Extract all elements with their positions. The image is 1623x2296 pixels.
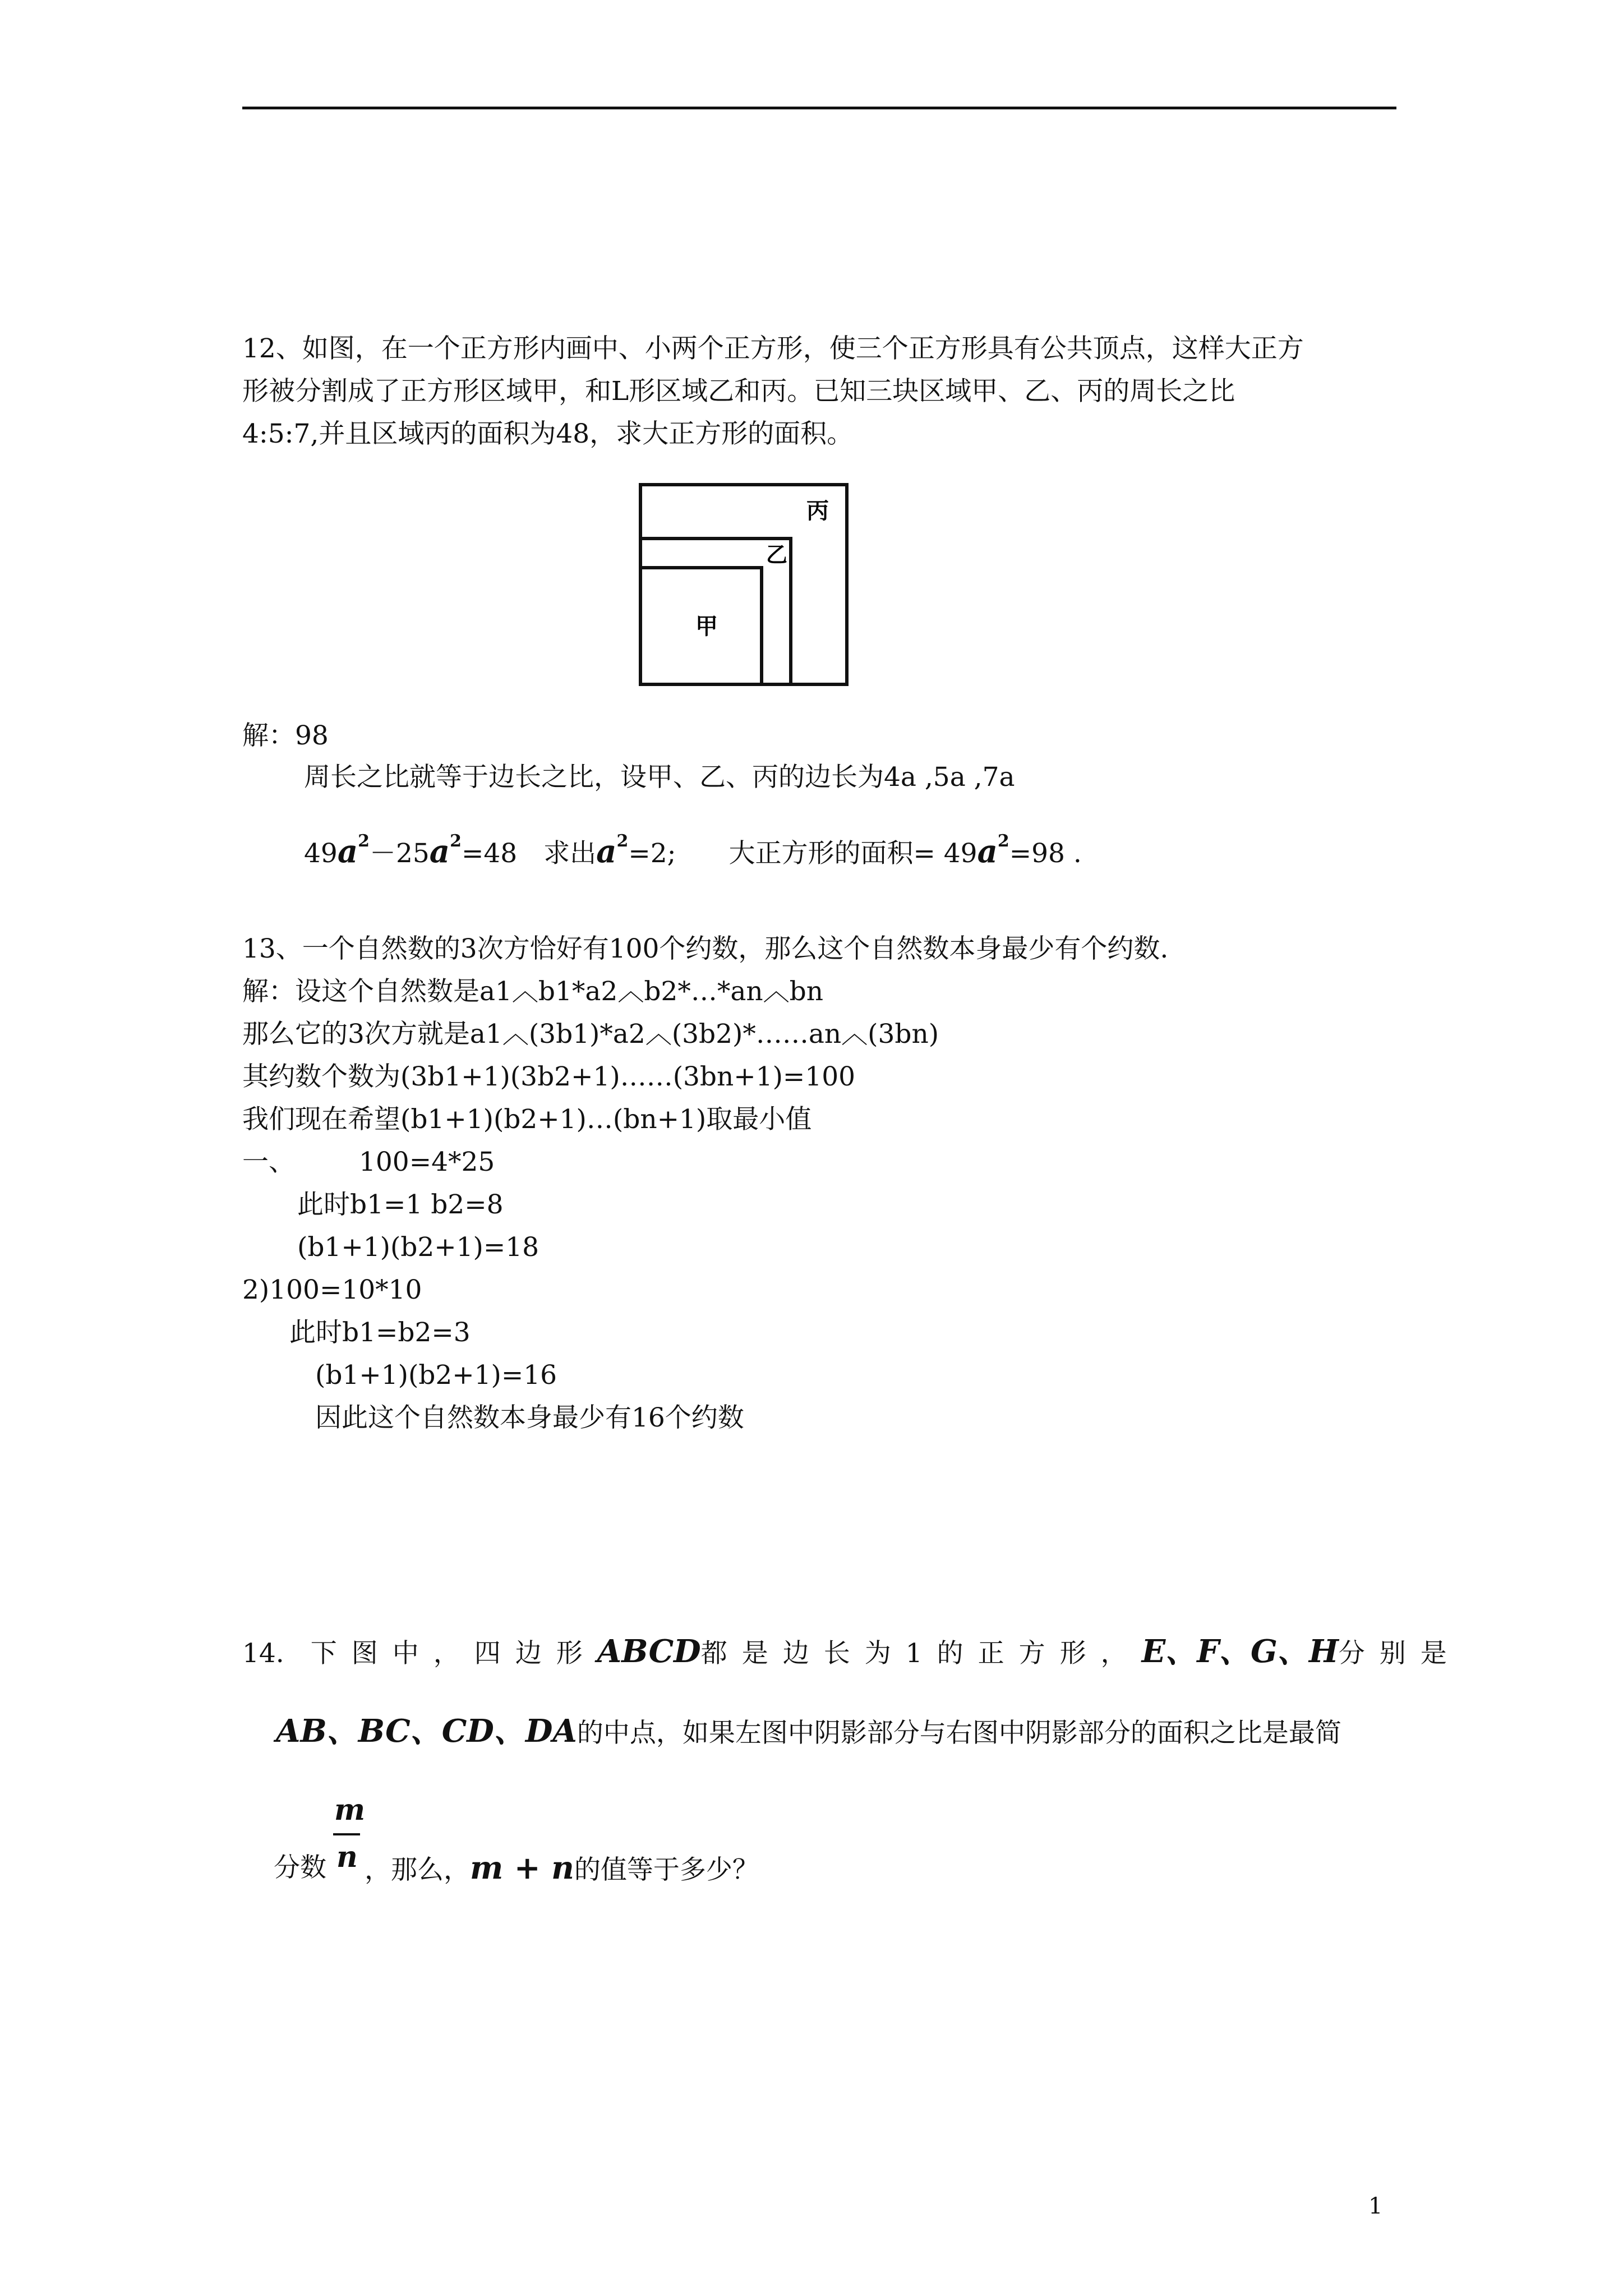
problem14-line3 [365,1851,759,1887]
problem12-answer: 解：98 [242,720,329,751]
problem14-number: 14. [242,1638,284,1669]
problem14-text5c: 的值等于多少？ [574,1855,759,1885]
problem13-line10: 此时b1=b2=3 [289,1317,471,1348]
points-efgh: E、F、G、H [1141,1633,1339,1670]
problem13-line1: 13、一个自然数的3次方恰好有100个约数，那么这个自然数本身最少有个约数. [242,933,1169,964]
problem13-line6: 100=4*25 [359,1147,495,1177]
var-a: a [429,833,450,870]
label-bing: 丙 [806,498,829,524]
problem13-line8: (b1+1)(b2+1)=18 [297,1232,540,1263]
problem13-line5: 我们现在希望(b1+1)(b2+1)…(bn+1)取最小值 [242,1104,812,1135]
problem12-line2: 形被分割成了正方形区域甲，和L形区域乙和丙。已知三块区域甲、乙、丙的周长之比 [242,376,1235,407]
problem14-text5b: ，那么， [365,1855,470,1885]
page-number: 1 [1368,2193,1383,2219]
problem12-solution2 [304,825,1082,871]
problem13-line9: 2)100=10*10 [242,1274,422,1305]
problem13-line12: 因此这个自然数本身最少有16个约数 [315,1402,744,1433]
problem14-text3: 分别是 [1338,1638,1461,1669]
m-plus-n: m + n [470,1849,574,1887]
fraction-numerator: m [334,1793,366,1827]
nested-squares-figure [634,478,858,691]
exponent: 2 [450,831,462,851]
problem12-line1: 12、如图，在一个正方形内画中、小两个正方形，使三个正方形具有公共顶点，这样大正方 [242,333,1304,364]
problem14-text2: 都是边长为1的正方形， [700,1638,1142,1669]
header-rule [242,107,1396,109]
quad-abcd: ABCD [597,1633,701,1670]
fraction-denominator: n [336,1840,358,1874]
problem14-line2 [276,1714,1341,1750]
fraction-bar [333,1833,360,1835]
problem14-text5a: 分数 [274,1852,326,1883]
sol2-part1: 49 [304,838,338,869]
sol2-part5: =98 . [1009,838,1082,869]
label-jia: 甲 [695,614,718,639]
sides-list: AB、BC、CD、DA [276,1713,577,1750]
sol2-part4: =2; 大正方形的面积= 49 [628,838,978,869]
problem12-line3: 4:5:7,并且区域丙的面积为48，求大正方形的面积。 [242,418,854,449]
problem14-text4: 的中点，如果左图中阴影部分与右图中阴影部分的面积之比是最简 [577,1718,1341,1749]
problem13-line11: (b1+1)(b2+1)=16 [315,1360,557,1391]
var-a: a [596,833,617,870]
exponent: 2 [616,831,629,851]
problem14-line1 [242,1635,1461,1671]
problem13-line4: 其约数个数为(3b1+1)(3b2+1)……(3bn+1)=100 [242,1061,856,1092]
var-a: a [977,833,998,870]
problem12-solution1: 周长之比就等于边长之比，设甲、乙、丙的边长为4a ,5a ,7a [304,762,1015,793]
problem13-line3: 那么它的3次方就是a1︿(3b1)*a2︿(3b2)*……an︿(3bn) [242,1019,939,1050]
problem13-line7: 此时b1=1 b2=8 [297,1189,504,1220]
var-a: a [337,833,358,870]
problem13-line2: 解：设这个自然数是a1︿b1*a2︿b2*…*an︿bn [242,976,823,1007]
label-yi: 乙 [766,542,788,567]
exponent: 2 [358,831,370,851]
sol2-part3: =48 求出 [461,838,597,869]
sol2-part2: －25 [369,838,430,869]
exponent: 2 [997,831,1009,851]
problem14-text1: 下图中，四边形 [310,1638,597,1669]
problem13-line6-prefix: 一、 [242,1147,295,1177]
